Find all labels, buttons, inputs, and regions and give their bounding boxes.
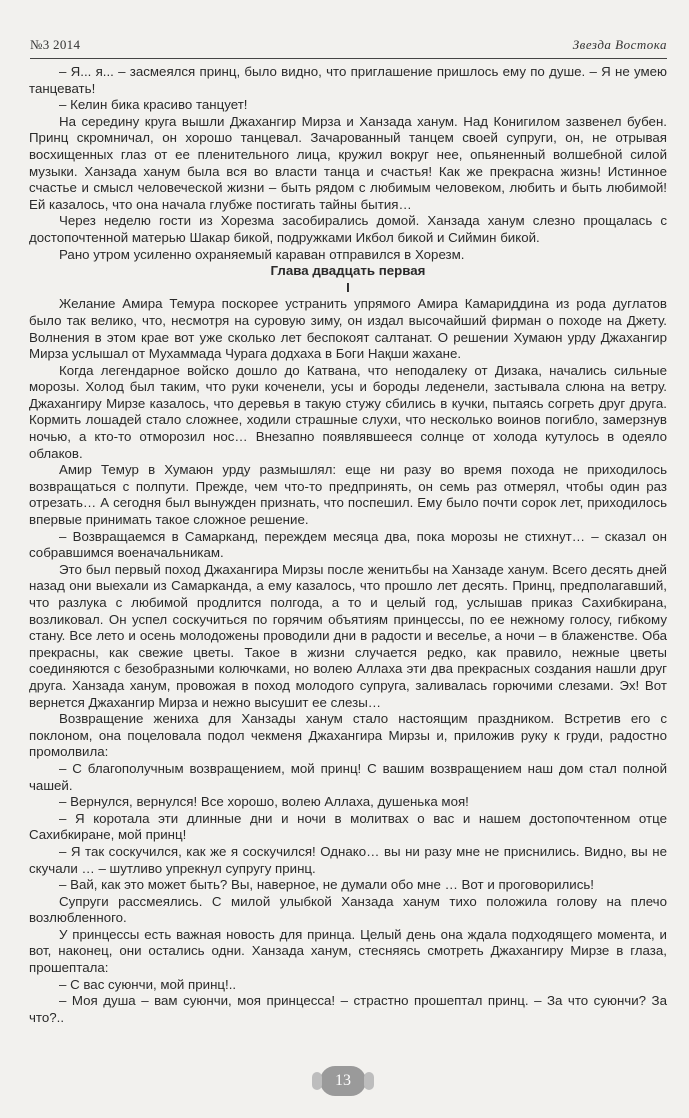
page-number: 13	[320, 1066, 366, 1096]
paragraph: – Моя душа – вам суюнчи, моя принцесса! – страстно прошептал принц. – За что суюнчи? За что?..	[29, 993, 667, 1025]
paragraphs-top	[29, 64, 667, 263]
paragraph: – Вернулся, вернулся! Все хорошо, волею Аллаха, душенька моя!	[59, 794, 469, 810]
paragraph: Желание Амира Темура поскорее устранить упрямого Амира Камариддина из рода дуглатов было так велико, что, несмотря на суровую зиму, он издал высочайший фирман о походе на Джету. Волнения в этом крае вот уже сколько лет беспокоят салтанат. О решении Хумаюн урду Джахангир Мирза услышал от Мухаммада Чурага додхаха в Боги Нақши жахане.	[29, 296, 667, 362]
chapter-title: Глава двадцать первая	[270, 263, 426, 279]
paragraph: Через неделю гости из Хорезма засобирались домой. Ханзада ханум слезно прощалась с достопочтенной матерью Шакар бикой, подружками Икбол бикой и Сиймин бикой.	[29, 213, 667, 245]
section-mark: I	[346, 279, 350, 295]
paragraphs-main	[29, 296, 667, 1026]
paragraph: – С благополучным возвращением, мой принц! С вашим возвращением наш дом стал полной чашей.	[29, 760, 667, 793]
paragraph: Возвращение жениха для Ханзады ханум стало настоящим праздником. Встретив его с поклоном, она поцеловала подол чекменя Джахангира Мирзы и, приложив руку к груди, радостно промолвила:	[29, 711, 667, 760]
paragraph: – С вас суюнчи, мой принц!..	[59, 976, 237, 992]
paragraph: Супруги рассмеялись. С милой улыбкой Ханзада ханум тихо положила голову на плечо возлюбленного.	[29, 893, 667, 926]
paragraph: Это был первый поход Джахангира Мирзы после женитьбы на Ханзаде ханум. Всего десять дней назад они выехали из Самарканда, а ему казалось, что прошло лет десять. Принц, предполагавший, что разлука с любимой продлится полгода, а то и целый год, услышав приказ Сахибкирана, возликовал. Он успел соскучиться по горячим объятиям принцессы, по ее нежному голосу, гибкому стану. Все лето и осень молодожены проводили дни в радости и веселье, а ночи – в блаженстве. Оба прекрасны, как свежие цветы. Такое в жизни случается редко, как правило, нежные цветы соединяются с безобразными колючками, но волею Аллаха эти два прекрасных создания нашли друг друга. Ханзада ханум, провожая в поход молодого супруга, заливалась горючими слезами. Эх! Вот вернется Джахангир Мирза и нежно высушит ее слезы…	[29, 561, 667, 710]
paragraph: Когда легендарное войско дошло до Катвана, что неподалеку от Дизака, начались сильные морозы. Холод был таким, что руки коченели, усы и бороды леденели, застывала слюна на ветру. Джахангиру Мирзе казалось, что деревья в такую стужу сбились в кучки, пытаясь согреть друг друга. Кормить лошадей стало сложнее, ходили страшные слухи, что несколько воинов погибло, замерзнув ночью, а кто-то отморозил нос… Внезапно появлявшееся солнце от холода кутулось в одеяло облаков.	[29, 362, 667, 461]
paragraph: На середину круга вышли Джахангир Мирза и Ханзада ханум. Над Конигилом зазвенел бубен. Принц скромничал, он хорошо танцевал. Зачарованный танцем своей супруги, он, не отрывая восхищенных глаз от ее пленительного лица, кружил вокруг нее, опьяненный волшебной силой музыки. Ханзада ханум была вся во власти танца и счастья! Как же прекрасна жизнь! Истинное счастье и смысл человеческой жизни – быть рядом с любимым человеком, любить и быть любимой! Ей казалось, что она начала глубже постигать тайны бытия…	[29, 113, 667, 212]
paragraph: У принцессы есть важная новость для принца. Целый день она ждала подходящего момента, и вот, наконец, они остались одни. Ханзада ханум, стесняясь смотреть Джахангиру Мирзе в глаза, прошептала:	[29, 926, 667, 976]
paragraph: – Возвращаемся в Самарканд, переждем месяца два, пока морозы не стихнут… – сказал он собравшимся военачальникам.	[29, 528, 667, 561]
article-body	[29, 64, 667, 1026]
paragraph: – Я коротала эти длинные дни и ночи в молитвах о вас и нашем достопочтенном отце Сахибкиране, мой принц!	[29, 810, 667, 843]
paragraph: – Келин бика красиво танцует!	[59, 97, 248, 113]
paragraph: – Я... я... – засмеялся принц, было видно, что приглашение пришлось ему по душе. – Я не умею танцевать!	[29, 64, 667, 96]
paragraph: Рано утром усиленно охраняемый караван отправился в Хорезм.	[59, 246, 465, 262]
journal-title: Звезда Востока	[572, 37, 667, 52]
paragraph: – Вай, как это может быть? Вы, наверное, не думали обо мне … Вот и проговорились!	[59, 877, 594, 893]
page-header	[30, 34, 667, 59]
issue-number: №3 2014	[30, 37, 81, 52]
paragraph: Амир Темур в Хумаюн урду размышлял: еще ни разу во время похода не приходилось возвращаться с полпути. Прежде, чем что-то предпринять, он семь раз отмерял, чтобы один раз отрезать… А сегодня был вынужден признать, что поспешил. Ему было почти сорок лет, приходилось впервые принимать такое сложное решение.	[29, 462, 667, 528]
paragraph: – Я так соскучился, как же я соскучился! Однако… вы ни разу мне не приснились. Видно, вы не скучали … – шутливо упрекнул супругу принц.	[29, 843, 667, 876]
